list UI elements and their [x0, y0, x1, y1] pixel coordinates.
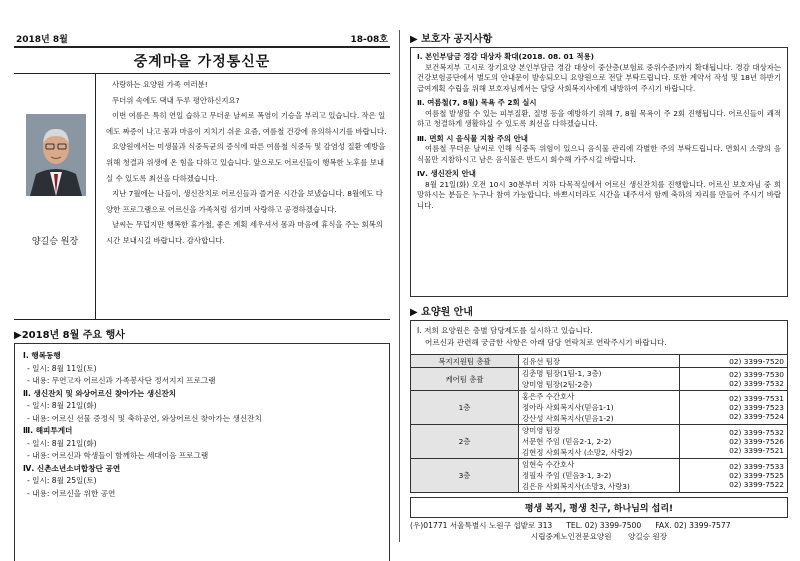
- greeting-text: [106, 77, 388, 249]
- notice-box: [410, 47, 788, 297]
- contact-tel: 02) 3399-7523: [729, 403, 784, 412]
- notice-title: Ⅱ. 여름철(7, 8월) 목욕 주 2회 실시: [417, 98, 537, 107]
- greeting-section: [14, 74, 390, 320]
- contact-tel: 02) 3399-7526: [729, 437, 784, 446]
- contact-name: 홍은주 수간호사: [522, 392, 575, 401]
- contact-name: 김유선 팀장: [519, 355, 680, 368]
- contact-names: [519, 391, 680, 425]
- contact-tel: 02) 3399-7531: [729, 394, 784, 403]
- event-line: - 일시: 8월 25일(토): [27, 476, 97, 485]
- event-line: - 일시: 8월 11일(토): [27, 363, 97, 373]
- contact-name: 임현숙 수간호사: [522, 460, 575, 469]
- contact-tel: 02) 3399-7532: [729, 428, 784, 437]
- contact-tel: 02) 3399-7525: [729, 471, 784, 480]
- event-line: - 내용: 어르신과 학생들이 함께하는 세대이음 프로그램: [27, 451, 209, 460]
- event-line: - 내용: 무연고자 어르신과 가족봉사단 정서지지 프로그램: [27, 376, 216, 385]
- right-column: [410, 30, 788, 542]
- event-title: Ⅱ. 생신잔치 및 와상어르신 찾아가는 생신잔치: [23, 388, 177, 398]
- issue-date: 2018년 8월: [16, 35, 68, 45]
- guide-line: 어르신과 관련해 궁금한 사항은 아래 담당 연락처로 연락주시기 바랍니다.: [425, 338, 667, 347]
- contact-table: [410, 354, 788, 493]
- contact-name: 서문현 주임 (믿음2-1, 2-2): [522, 437, 612, 446]
- event-item: [23, 463, 385, 501]
- contact-tel: 02) 3399-7521: [729, 446, 784, 455]
- table-row: [411, 355, 788, 368]
- contact-tels: [680, 391, 788, 425]
- contact-name: 김춘명 팀장(1팀-1, 3층): [522, 369, 602, 378]
- event-line: - 일시: 8월 21일(화): [27, 438, 97, 448]
- director-photo: [26, 114, 86, 196]
- person-portrait-icon: [26, 114, 86, 196]
- greeting-paragraph: 날씨는 무덥지만 행복한 휴가철, 좋은 계획 세우셔서 몸과 마음에 휴식을 주는 회복의 시간 보내시길 바랍니다. 감사합니다.: [106, 220, 383, 245]
- notice-body: 보건복지부 고시로 장기요양 본인부담금 경감 대상이 중산층(보험료 중위수준)까지 확대됩니다. 경감 대상자는 건강보험공단에서 별도의 안내문이 발송되오니 요양원으로 전달 부탁드립니다. 또한 계약서 작성 및 18년 하반기 급여계획 수립을 위해 보호자님께서는 담당 사회복지사에게 내방하여 주시기 바랍니다.: [417, 62, 781, 93]
- newsletter-title: 중계마을 가정통신문: [14, 48, 390, 74]
- contact-name: 김은유 사회복지사(소망3, 사랑3): [522, 482, 630, 491]
- contact-tel: 02) 3399-7533: [729, 462, 784, 471]
- issue-header: [14, 30, 390, 48]
- contact-tels: [680, 425, 788, 459]
- contact-names: [519, 425, 680, 459]
- notice-title: Ⅳ. 생신잔치 안내: [417, 169, 476, 178]
- contact-tels: [680, 459, 788, 493]
- contact-name: 정필자 주임 (믿음3-1, 3-2): [522, 471, 612, 480]
- event-title: Ⅰ. 행복동행: [23, 351, 61, 360]
- notice-title: Ⅰ. 본인부담금 경감 대상자 확대(2018. 08. 01 적용): [417, 52, 595, 61]
- events-box: [14, 343, 390, 561]
- table-row: [411, 459, 788, 493]
- contact-label: 2층: [411, 425, 519, 459]
- contact-names: [519, 368, 680, 391]
- event-line: - 내용: 어르신을 위한 공연: [27, 488, 116, 498]
- notice-title: Ⅲ. 면회 시 음식물 지참 주의 안내: [417, 133, 528, 143]
- footer-fax: FAX. 02) 3399-7577: [655, 521, 731, 530]
- greeting-paragraph: 이번 여름은 특히 연일 습하고 무더운 날씨로 폭염이 기승을 부리고 있습니다. 작은 일에도 짜증이 나고 몸과 마음이 지치기 쉬운 요즘, 여름철 건강에 유의하시기를 바랍니다.: [106, 111, 387, 136]
- footer-org: 시립중계노인전문요양원: [530, 532, 612, 541]
- events-heading: ▶2018년 8월 주요 행사: [14, 330, 125, 341]
- footer-signer: 양길승 원장: [628, 532, 668, 541]
- footer-contact-line: [410, 520, 788, 531]
- greeting-paragraph: 무더위 속에도 댁내 두루 평안하신지요?: [112, 95, 240, 105]
- guide-box: [410, 320, 788, 354]
- guide-heading: ▶ 요양원 안내: [410, 307, 473, 318]
- contact-tel: 02) 3399-7524: [729, 412, 784, 421]
- event-line: - 일시: 8월 21일(화): [27, 401, 97, 410]
- event-item: [23, 425, 385, 463]
- contact-tel: 02) 3399-7530: [729, 370, 784, 379]
- contact-name: 양미영 팀장: [522, 426, 561, 435]
- event-title: Ⅳ. 신촌소년소녀합창단 공연: [23, 463, 121, 473]
- footer-org-line: [410, 531, 788, 542]
- table-row: [411, 391, 788, 425]
- event-item: [23, 388, 385, 426]
- contact-names: [519, 459, 680, 493]
- contact-label: 복지지원팀 총괄: [411, 355, 519, 368]
- issue-number: 18-08호: [350, 35, 388, 45]
- table-row: [411, 425, 788, 459]
- contact-tel: 02) 3399-7520: [680, 355, 788, 368]
- event-title: Ⅲ. 해피투게더: [23, 426, 73, 435]
- left-column: [14, 30, 390, 561]
- contact-label: 케어팀 총괄: [411, 368, 519, 391]
- contact-name: 강산성 사회복지사(믿음1-2): [522, 414, 614, 423]
- contact-name: 김현정 사회복지사 (소망2, 사랑2): [522, 448, 633, 457]
- guide-line: Ⅰ. 저희 요양원은 층별 담당제도를 실시하고 있습니다.: [417, 326, 593, 335]
- greeting-paragraph: 요양원에서는 미생물과 식중독균의 증식에 따른 여름철 식중독 및 감염성 질환 예방을 위해 청결과 위생에 온 힘을 다하고 있습니다. 앞으로도 어르신들이 행복한 노후를 보내실 수 있도록 최선을 다하겠습니다.: [106, 142, 386, 183]
- motto-banner: 평생 복지, 평생 친구, 하나님의 섭리!: [410, 497, 788, 518]
- contact-tel: 02) 3399-7522: [729, 480, 784, 489]
- footer: [410, 520, 788, 542]
- contact-tel: 02) 3399-7532: [729, 379, 784, 388]
- footer-address: (우)01771 서울특별시 노원구 섭밭로 313: [410, 521, 553, 530]
- notice-body: 여름철 무더운 날씨로 인해 식중독 위험이 있으니 음식물 관리에 각별한 주의 부탁드립니다. 면회시 소량의 음식물만 지참하시고 남은 음식물은 반드시 회수해 가주시길 바랍니다.: [417, 144, 781, 164]
- contact-label: 3층: [411, 459, 519, 493]
- greeting-paragraph: 지난 7월에는 나들이, 생신잔치로 어르신들과 즐거운 시간을 보냈습니다. 8월에도 다양한 프로그램으로 어르신을 가족처럼 섬기며 사랑하고 공경하겠습니다.: [106, 189, 383, 214]
- notice-body: 여름철 발생할 수 있는 피부질환, 질병 등을 예방하기 위해 7, 8월 목욕이 주 2회 진행됩니다. 어르신들이 쾌적하고 청결하게 생활하실 수 있도록 최선을 다하겠습니다.: [417, 108, 781, 128]
- contact-name: 정아라 사회복지사(믿음1-1): [522, 403, 614, 412]
- contact-name: 양미영 팀장(2팀-2층): [522, 380, 593, 389]
- contact-label: 1층: [411, 391, 519, 425]
- notice-heading: ▶ 보호자 공지사항: [410, 34, 493, 45]
- director-photo-box: [14, 74, 96, 320]
- table-row: [411, 368, 788, 391]
- footer-tel: TEL. 02) 3399-7500: [566, 521, 642, 530]
- director-name: 양길승 원장: [31, 237, 79, 247]
- greeting-paragraph: 사랑하는 요양원 가족 여러분!: [112, 80, 208, 89]
- event-line: - 내용: 어르신 선물 증정식 및 축하공연, 와상어르신 찾아가는 생신잔치: [27, 413, 262, 423]
- column-divider: [399, 30, 400, 542]
- notice-body: 8월 21일(화) 오전 10시 30분부터 지하 다목적실에서 어르신 생신잔치를 진행합니다. 어르신 보호자님 중 희망하시는 분들은 누구나 참여 가능합니다. 바쁘시더라도 시간을 내주셔서 함께 축하의 자리를 만들어 주시기 바랍니다.: [417, 179, 781, 210]
- event-item: [23, 350, 385, 388]
- contact-tels: [680, 368, 788, 391]
